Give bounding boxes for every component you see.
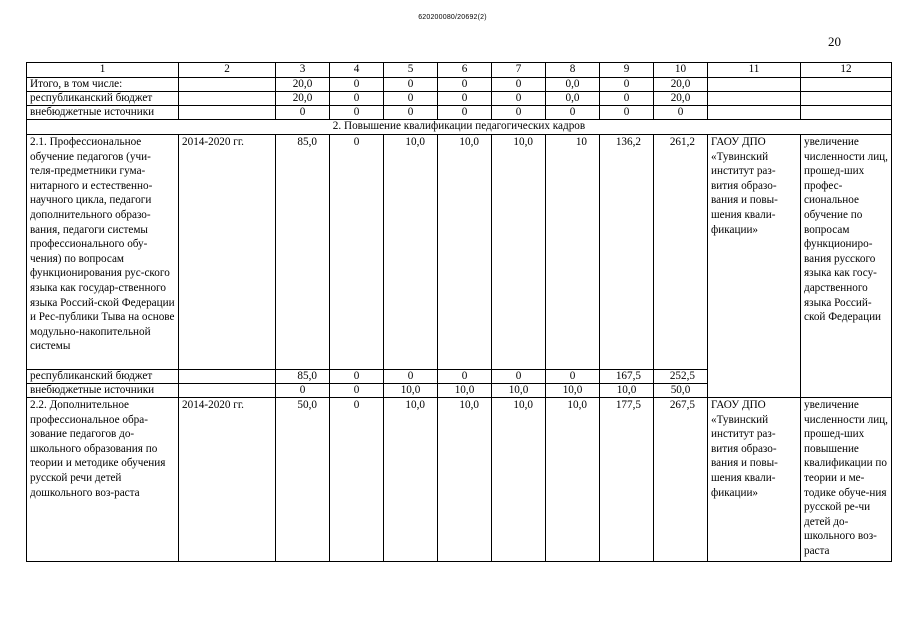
value-cell: 0	[600, 78, 654, 92]
section-title: 2. Повышение квалификации педагогических кадров	[27, 120, 892, 135]
item-name: 2.2. Дополнительное профессиональное обра-зование педагогов до-школьного образования по теории и методике обучения русской речи детей дошкольного воз-раста	[27, 398, 179, 562]
row-period	[179, 384, 276, 398]
value-cell: 0	[492, 78, 546, 92]
value-cell: 0	[384, 370, 438, 384]
value-cell: 0	[384, 92, 438, 106]
value-cell: 10,0	[492, 384, 546, 398]
item-period: 2014-2020 гг.	[179, 135, 276, 370]
value-cell: 50,0	[654, 384, 708, 398]
value-cell: 0	[438, 106, 492, 120]
value-cell: 252,5	[654, 370, 708, 384]
col-header: 3	[276, 63, 330, 78]
result-cell	[801, 92, 892, 106]
value-cell: 0	[600, 92, 654, 106]
executor-cell: ГАОУ ДПО «Тувинский институт раз-вития образо-вания и повы-шения квали-фикации»	[708, 135, 801, 398]
value-cell: 0	[600, 106, 654, 120]
col-header: 1	[27, 63, 179, 78]
item-name: 2.1. Профессиональное обучение педагогов (учи-теля-предметники гума-нитарного и естественно-научного цикла, педагоги дополнительного образо-вания, педагоги системы профессионального обу-чения) по вопросам функционирования рус-ского языка как государ-ственного языка Россий-ской Федерации и Рес-публики Тыва на основе модульно-накопительной системы	[27, 135, 179, 370]
value-cell: 0	[384, 78, 438, 92]
row-label: внебюджетные источники	[27, 106, 179, 120]
value-cell: 0,0	[546, 78, 600, 92]
value-cell: 0	[276, 106, 330, 120]
item-row	[27, 135, 892, 370]
value-cell: 0	[438, 370, 492, 384]
executor-cell: ГАОУ ДПО «Тувинский институт раз-вития образо-вания и повы-шения квали-фикации»	[708, 398, 801, 562]
value-cell: 0	[330, 78, 384, 92]
row-period	[179, 92, 276, 106]
executor-cell	[708, 78, 801, 92]
col-header: 7	[492, 63, 546, 78]
col-header: 10	[654, 63, 708, 78]
value-cell: 0	[330, 384, 384, 398]
executor-cell	[708, 106, 801, 120]
total-row	[27, 78, 892, 92]
value-cell: 10,0	[546, 384, 600, 398]
value-cell: 10,0	[492, 135, 546, 370]
value-cell: 0	[492, 92, 546, 106]
value-cell: 10,0	[438, 384, 492, 398]
value-cell: 85,0	[276, 370, 330, 384]
value-cell: 0	[330, 398, 384, 562]
col-header: 12	[801, 63, 892, 78]
header-row	[27, 63, 892, 78]
value-cell: 20,0	[276, 78, 330, 92]
value-cell: 0	[384, 106, 438, 120]
row-period	[179, 78, 276, 92]
result-cell: увеличение численности лиц, прошед-ших профес-сиональное обучение по вопросам функциониро-вания русского языка как госу-дарственного языка Россий-ской Федерации	[801, 135, 892, 398]
item-period: 2014-2020 гг.	[179, 398, 276, 562]
section-row	[27, 120, 892, 135]
value-cell: 10,0	[384, 384, 438, 398]
value-cell: 0	[492, 370, 546, 384]
document-id: 620200080/20692(2)	[418, 14, 487, 21]
value-cell: 0	[438, 92, 492, 106]
total-row	[27, 92, 892, 106]
row-label: республиканский бюджет	[27, 92, 179, 106]
value-cell: 0	[654, 106, 708, 120]
program-table	[26, 62, 892, 562]
page-number: 20	[828, 34, 841, 49]
value-cell: 50,0	[276, 398, 330, 562]
value-cell: 10,0	[438, 398, 492, 562]
col-header: 5	[384, 63, 438, 78]
value-cell: 20,0	[654, 92, 708, 106]
col-header: 11	[708, 63, 801, 78]
col-header: 9	[600, 63, 654, 78]
value-cell: 0	[330, 106, 384, 120]
result-cell	[801, 106, 892, 120]
value-cell: 0,0	[546, 92, 600, 106]
value-cell: 0	[492, 106, 546, 120]
executor-cell	[708, 92, 801, 106]
value-cell: 167,5	[600, 370, 654, 384]
total-row	[27, 106, 892, 120]
value-cell: 10,0	[384, 135, 438, 370]
row-period	[179, 370, 276, 384]
value-cell: 136,2	[600, 135, 654, 370]
value-cell: 0	[546, 106, 600, 120]
value-cell: 10,0	[600, 384, 654, 398]
col-header: 2	[179, 63, 276, 78]
value-cell: 10,0	[492, 398, 546, 562]
value-cell: 0	[330, 135, 384, 370]
col-header: 8	[546, 63, 600, 78]
value-cell: 85,0	[276, 135, 330, 370]
value-cell: 10,0	[546, 398, 600, 562]
value-cell: 0	[546, 370, 600, 384]
col-header: 4	[330, 63, 384, 78]
value-cell: 0	[330, 370, 384, 384]
value-cell: 177,5	[600, 398, 654, 562]
row-label: республиканский бюджет	[27, 370, 179, 384]
row-period	[179, 106, 276, 120]
col-header: 6	[438, 63, 492, 78]
value-cell: 20,0	[276, 92, 330, 106]
value-cell: 20,0	[654, 78, 708, 92]
item-row	[27, 398, 892, 562]
value-cell: 267,5	[654, 398, 708, 562]
value-cell: 0	[276, 384, 330, 398]
value-cell: 10	[546, 135, 600, 370]
row-label: внебюджетные источники	[27, 384, 179, 398]
value-cell: 0	[438, 78, 492, 92]
value-cell: 261,2	[654, 135, 708, 370]
row-label: Итого, в том числе:	[27, 78, 179, 92]
value-cell: 0	[330, 92, 384, 106]
result-cell	[801, 78, 892, 92]
result-cell: увеличение численности лиц, прошед-ших повышение квалификации по теории и ме-тодике обуче-ния русской ре-чи детей до-школьного воз-раста	[801, 398, 892, 562]
value-cell: 10,0	[384, 398, 438, 562]
value-cell: 10,0	[438, 135, 492, 370]
